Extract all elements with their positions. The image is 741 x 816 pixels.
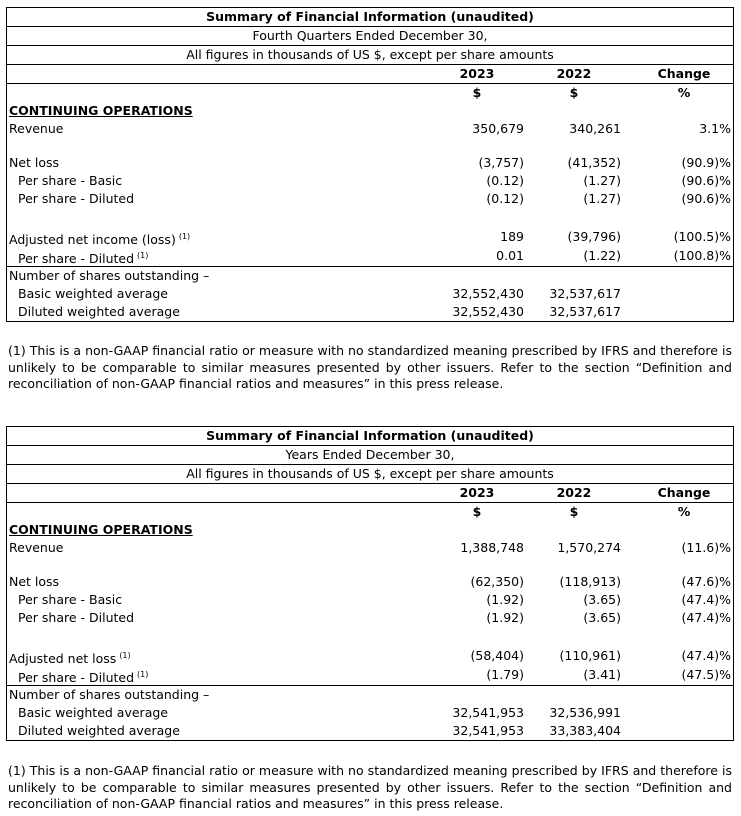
value-2022: 32,536,991 <box>549 705 621 720</box>
col-change-header: Change <box>657 485 711 500</box>
value-2022: (3.65) <box>583 610 621 625</box>
row-label: Adjusted net loss $^{(1)}$ <box>9 651 131 666</box>
currency-2023: $ <box>472 504 482 519</box>
row-label: Number of shares outstanding – <box>9 268 210 283</box>
value-2022: 32,537,617 <box>549 304 621 319</box>
value-2022: (3.41) <box>583 667 621 682</box>
table-row-basic-weighted <box>7 285 733 303</box>
row-label: Basic weighted average <box>18 705 168 720</box>
table-row-per-share-basic <box>7 172 733 190</box>
value-2022: (1.27) <box>583 191 621 206</box>
value-2023: (1.92) <box>486 610 524 625</box>
value-2023: 32,541,953 <box>452 723 524 738</box>
column-header-row <box>7 484 733 503</box>
section-heading: CONTINUING OPERATIONS <box>9 522 193 537</box>
row-label: Revenue <box>9 540 64 555</box>
footnote: (1) This is a non-GAAP financial ratio or measure with no standardized meaning prescribed by IFRS and therefore is unlikely to be comparable to similar measures presented by other issuers. Refer to the section “Definition and reconciliation of non-GAAP financial ratios and measures” in this press release. <box>8 343 732 391</box>
value-change: (47.6)% <box>681 574 731 589</box>
value-2023: (1.79) <box>486 667 524 682</box>
value-2023: 189 <box>500 229 524 244</box>
value-change: (90.6)% <box>681 191 731 206</box>
value-2023: 32,552,430 <box>452 286 524 301</box>
footnote: (1) This is a non-GAAP financial ratio or measure with no standardized meaning prescribed by IFRS and therefore is unlikely to be comparable to similar measures presented by other issuers. Refer to the section “Definition and reconciliation of non-GAAP financial ratios and measures” in this press release. <box>8 763 732 811</box>
row-label: Diluted weighted average <box>18 723 180 738</box>
col-2023-header: 2023 <box>459 66 495 81</box>
currency-change: % <box>677 85 691 100</box>
footnote-ref: (1) <box>137 251 149 260</box>
currency-2022: $ <box>569 85 579 100</box>
row-label: Basic weighted average <box>18 286 168 301</box>
value-2022: (110,961) <box>559 648 621 663</box>
value-2022: (41,352) <box>567 155 621 170</box>
table-row-adjusted-per-share <box>7 246 733 266</box>
table-row-diluted-weighted <box>7 303 733 321</box>
currency-row <box>7 84 733 102</box>
value-2023: 32,552,430 <box>452 304 524 319</box>
value-2022: 32,537,617 <box>549 286 621 301</box>
row-label: Number of shares outstanding – <box>9 687 210 702</box>
table-period: Fourth Quarters Ended December 30, <box>7 27 733 46</box>
value-2023: (0.12) <box>486 173 524 188</box>
section-row <box>7 102 733 120</box>
footnote-ref: (1) <box>178 232 191 241</box>
table-row-revenue <box>7 120 733 138</box>
section-row <box>7 521 733 539</box>
value-change: (11.6)% <box>681 540 731 555</box>
value-2022: (39,796) <box>567 229 621 244</box>
annual-summary-table <box>6 426 734 741</box>
row-label: Per share - Diluted $^{(1)}$ <box>18 251 149 266</box>
row-label: Net loss <box>9 574 60 589</box>
value-change: (90.9)% <box>681 155 731 170</box>
currency-2022: $ <box>569 504 579 519</box>
table-row-shares-heading <box>7 266 733 285</box>
table-row-adjusted <box>7 228 733 246</box>
value-2023: 0.01 <box>496 248 524 263</box>
row-label: Per share - Diluted <box>18 191 135 206</box>
value-2022: 340,261 <box>569 121 621 136</box>
value-change: (100.8)% <box>673 248 731 263</box>
value-2023: 350,679 <box>472 121 524 136</box>
table-units: All figures in thousands of US $, except per share amounts <box>7 46 733 65</box>
table-row-per-share-diluted <box>7 609 733 627</box>
value-2023: (0.12) <box>486 191 524 206</box>
table-title: Summary of Financial Information (unaudited) <box>7 427 733 446</box>
table-units: All figures in thousands of US $, except per share amounts <box>7 465 733 484</box>
value-2023: (3,757) <box>478 155 524 170</box>
table-title: Summary of Financial Information (unaudited) <box>7 8 733 27</box>
value-2022: (3.65) <box>583 592 621 607</box>
value-change: 3.1% <box>699 121 731 136</box>
value-change: (90.6)% <box>681 173 731 188</box>
table-row-net-loss <box>7 573 733 591</box>
table-period: Years Ended December 30, <box>7 446 733 465</box>
col-2023-header: 2023 <box>459 485 495 500</box>
table-row-adjusted-per-share <box>7 665 733 685</box>
quarterly-summary-table <box>6 7 734 322</box>
currency-change: % <box>677 504 691 519</box>
table-row-shares-heading <box>7 685 733 704</box>
value-2023: 32,541,953 <box>452 705 524 720</box>
currency-row <box>7 503 733 521</box>
value-change: (47.5)% <box>681 667 731 682</box>
table-row-diluted-weighted <box>7 722 733 740</box>
column-header-row <box>7 65 733 84</box>
value-2023: 1,388,748 <box>460 540 524 555</box>
row-label: Per share - Diluted <box>18 610 135 625</box>
table-row-per-share-diluted <box>7 190 733 208</box>
table-row-revenue <box>7 539 733 557</box>
value-2023: (62,350) <box>470 574 524 589</box>
col-change-header: Change <box>657 66 711 81</box>
row-label: Diluted weighted average <box>18 304 180 319</box>
value-2022: (118,913) <box>559 574 621 589</box>
value-change: (47.4)% <box>681 648 731 663</box>
row-label: Per share - Basic <box>18 173 123 188</box>
value-2023: (58,404) <box>470 648 524 663</box>
currency-2023: $ <box>472 85 482 100</box>
col-2022-header: 2022 <box>556 485 592 500</box>
value-2022: 33,383,404 <box>549 723 621 738</box>
row-label: Per share - Diluted $^{(1)}$ <box>18 670 149 685</box>
value-2022: (1.22) <box>583 248 621 263</box>
table-row-adjusted <box>7 647 733 665</box>
row-label: Revenue <box>9 121 64 136</box>
value-change: (47.4)% <box>681 610 731 625</box>
footnote-ref: (1) <box>119 651 131 660</box>
footnote-ref: (1) <box>137 670 149 679</box>
table-row-net-loss <box>7 154 733 172</box>
value-2023: (1.92) <box>486 592 524 607</box>
value-change: (100.5)% <box>673 229 731 244</box>
col-2022-header: 2022 <box>556 66 592 81</box>
value-2022: 1,570,274 <box>557 540 621 555</box>
row-label: Adjusted net income (loss) $^{(1)}$ <box>9 232 191 247</box>
row-label: Per share - Basic <box>18 592 123 607</box>
section-heading: CONTINUING OPERATIONS <box>9 103 193 118</box>
value-2022: (1.27) <box>583 173 621 188</box>
row-label: Net loss <box>9 155 60 170</box>
table-row-per-share-basic <box>7 591 733 609</box>
value-change: (47.4)% <box>681 592 731 607</box>
table-row-basic-weighted <box>7 704 733 722</box>
